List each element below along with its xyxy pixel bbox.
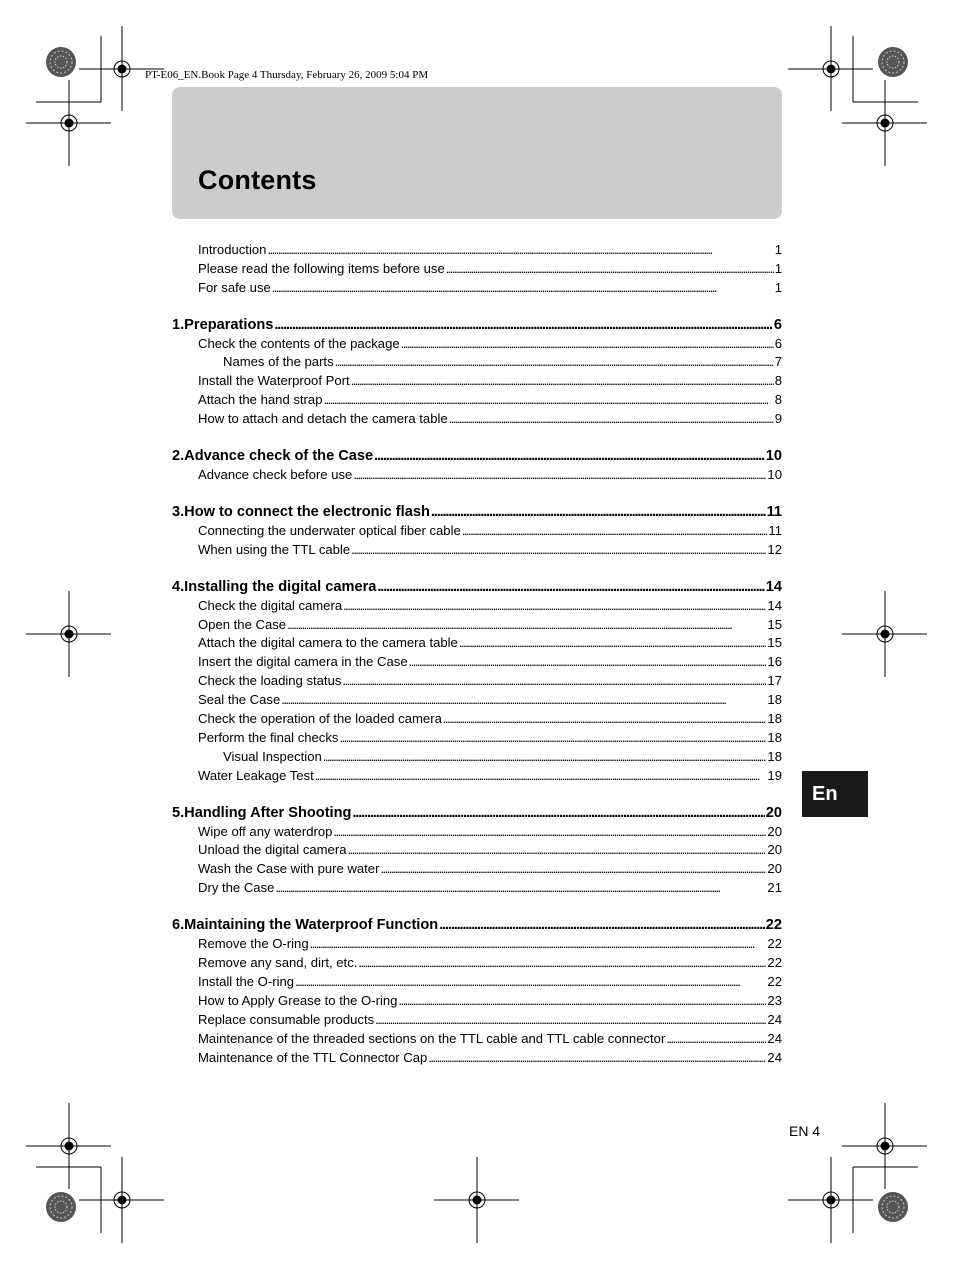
toc-entry[interactable] [172,765,782,784]
toc-chapter[interactable] [172,799,782,821]
toc-page-number: 24 [767,1011,782,1027]
toc-entry[interactable] [172,277,782,296]
toc-entry-label: How to attach and detach the camera table [198,411,448,427]
dot-leader [374,448,765,464]
toc-page-number: 1 [774,241,782,257]
toc-entry[interactable] [172,614,782,633]
crosshair-target-icon [79,1157,164,1243]
dot-leader [335,354,774,370]
toc-entry[interactable] [172,595,782,614]
toc-entry-label: Remove any sand, dirt, etc. [198,955,358,971]
toc-entry-label: When using the TTL cable [198,541,351,557]
toc-entry-label: Attach the hand strap [198,392,323,408]
toc-entry[interactable] [172,464,782,483]
toc-entry-label: Attach the digital camera to the camera table [198,635,458,651]
toc-entry-label: Please read the following items before use [198,260,445,276]
toc-entry-label: Advance check before use [198,467,353,483]
toc-page-number: 8 [774,392,782,408]
toc-page-number: 18 [767,748,782,764]
toc-entry-label: Seal the Case [198,692,281,708]
toc-page-number: 12 [767,541,782,557]
toc-entry-label: 5.Handling After Shooting [172,804,352,821]
toc-chapter[interactable] [172,498,782,520]
toc-page-number: 15 [767,616,782,632]
dot-leader [295,974,766,990]
section-gap [172,296,782,311]
toc-entry[interactable] [172,689,782,708]
toc-entry-label: How to Apply Grease to the O-ring [198,992,398,1008]
toc-entry[interactable] [172,971,782,990]
toc-entry-label: Install the Waterproof Port [198,373,350,389]
toc-page-number: 11 [768,522,782,538]
toc-page-number: 19 [767,767,782,783]
dot-leader [347,842,766,858]
toc-entry[interactable] [172,651,782,670]
toc-page-number: 10 [767,467,782,483]
toc-entry[interactable] [172,258,782,277]
toc-entry[interactable] [172,239,782,258]
dot-leader [380,861,766,877]
dot-leader [323,392,773,408]
dot-leader [409,654,767,670]
toc-page-number: 6 [773,316,782,333]
toc-chapter[interactable] [172,573,782,595]
toc-page-number: 14 [767,597,782,613]
title-banner [172,87,782,219]
dot-leader [323,749,767,765]
toc-entry-label: Check the loading status [198,673,342,689]
toc-page-number: 11 [766,504,782,521]
dot-leader [274,317,772,333]
toc-page-number: 22 [765,917,782,934]
toc-entry-label: Connecting the underwater optical fiber cable [198,522,461,538]
toc-page-number: 9 [774,411,782,427]
dot-leader [275,880,766,896]
toc-page-number: 17 [767,673,782,689]
toc-entry-label: Remove the O-ring [198,936,309,952]
toc-entry[interactable] [172,539,782,558]
rosette-mark-icon [878,1192,908,1222]
toc-entry-label: 1.Preparations [172,316,274,333]
toc-page-number: 21 [767,880,782,896]
crosshair-target-icon [842,80,927,166]
dot-leader [333,824,766,840]
toc-entry[interactable] [172,370,782,389]
dot-leader [398,993,766,1009]
toc-page-number: 24 [767,1049,782,1065]
crosshair-target-icon [26,591,111,677]
rosette-mark-icon [878,47,908,77]
dot-leader [446,261,774,277]
toc-page-number: 8 [774,373,782,389]
toc-entry-label: For safe use [198,279,271,295]
dot-leader [272,280,774,296]
toc-entry-label: 2.Advance check of the Case [172,448,374,465]
toc-entry[interactable] [172,352,782,371]
crosshair-target-icon [26,80,111,166]
dot-leader [339,730,766,746]
toc-entry-label: Wipe off any waterdrop [198,823,333,839]
toc-entry[interactable] [172,1009,782,1028]
toc-entry[interactable] [172,952,782,971]
dot-leader [462,523,768,539]
toc-page-number: 10 [765,448,782,465]
toc-entry[interactable] [172,877,782,896]
toc-page-number: 22 [767,936,782,952]
toc-page-number: 6 [774,335,782,351]
crosshair-target-icon [842,1103,927,1189]
toc-entry-label: Perform the final checks [198,729,339,745]
toc-entry-label: Visual Inspection [223,748,322,764]
toc-entry[interactable] [172,933,782,952]
table-of-contents [172,239,782,1066]
dot-leader [315,768,767,784]
toc-entry[interactable] [172,408,782,427]
toc-entry-label: Check the contents of the package [198,335,400,351]
toc-entry[interactable] [172,821,782,840]
dot-leader [443,711,767,727]
toc-page-number: 20 [767,861,782,877]
toc-entry-label: Check the digital camera [198,597,343,613]
toc-page-number: 1 [774,279,782,295]
dot-leader [287,617,766,633]
dot-leader [267,242,773,258]
toc-page-number: 1 [774,260,782,276]
toc-entry[interactable] [172,333,782,352]
toc-entry-label: Open the Case [198,616,287,632]
toc-page-number: 22 [767,955,782,971]
toc-page-number: 18 [767,729,782,745]
toc-entry-label: Maintenance of the threaded sections on the TTL cable and TTL cable connector [198,1030,666,1046]
toc-entry-label: Wash the Case with pure water [198,861,380,877]
toc-page-number: 22 [767,973,782,989]
toc-entry[interactable] [172,670,782,689]
dot-leader [343,598,766,614]
toc-entry[interactable] [172,389,782,408]
crosshair-target-icon [842,591,927,677]
toc-page-number: 24 [767,1030,782,1046]
dot-leader [431,504,766,520]
dot-leader [428,1050,766,1066]
toc-entry-label: 4.Installing the digital camera [172,578,377,595]
rosette-mark-icon [46,47,76,77]
toc-entry[interactable] [172,746,782,765]
toc-page-number: 7 [774,354,782,370]
toc-page-number: 14 [765,578,782,595]
rosette-mark-icon [46,1192,76,1222]
section-gap [172,784,782,799]
dot-leader [401,336,774,352]
toc-page-number: 18 [767,692,782,708]
toc-page-number: 20 [767,823,782,839]
toc-entry-label: Introduction [198,241,267,257]
toc-chapter[interactable] [172,911,782,933]
toc-page-number: 23 [767,992,782,1008]
toc-entry[interactable] [172,727,782,746]
section-gap [172,896,782,911]
dot-leader [449,411,774,427]
page-title: Contents [198,165,317,195]
toc-entry[interactable] [172,858,782,877]
toc-entry-label: Insert the digital camera in the Case [198,654,408,670]
toc-page-number: 15 [767,635,782,651]
toc-entry[interactable] [172,1028,782,1047]
section-gap [172,427,782,442]
toc-entry[interactable] [172,1047,782,1066]
crosshair-target-icon [434,1157,519,1243]
toc-entry-label: Install the O-ring [198,973,295,989]
toc-entry-label: 6.Maintaining the Waterproof Function [172,917,439,934]
toc-chapter[interactable] [172,442,782,464]
toc-page-number: 18 [767,711,782,727]
dot-leader [375,1012,766,1028]
dot-leader [358,955,766,971]
toc-entry-label: Unload the digital camera [198,842,347,858]
dot-leader [351,373,774,389]
page-number: EN 4 [789,1123,821,1139]
crosshair-target-icon [788,1157,873,1243]
dot-leader [353,467,766,483]
toc-page-number: 16 [767,654,782,670]
toc-entry-label: Replace consumable products [198,1011,375,1027]
language-tab: En [802,771,868,817]
dot-leader [281,692,766,708]
toc-entry[interactable] [172,520,782,539]
toc-chapter[interactable] [172,311,782,333]
crosshair-target-icon [26,1103,111,1189]
dot-leader [342,673,766,689]
toc-entry[interactable] [172,633,782,652]
dot-leader [310,936,767,952]
section-gap [172,558,782,573]
crosshair-target-icon [788,26,873,111]
toc-entry-label: Dry the Case [198,880,275,896]
toc-entry[interactable] [172,708,782,727]
toc-entry-label: Maintenance of the TTL Connector Cap [198,1049,428,1065]
toc-entry[interactable] [172,990,782,1009]
section-gap [172,483,782,498]
toc-entry-label: Water Leakage Test [198,767,314,783]
dot-leader [351,542,766,558]
toc-page-number: 20 [765,804,782,821]
dot-leader [666,1031,766,1047]
toc-entry-label: Check the operation of the loaded camera [198,711,442,727]
dot-leader [377,579,764,595]
dot-leader [439,917,765,933]
file-header-line: PT-E06_EN.Book Page 4 Thursday, February 26, 2009 5:04 PM [145,69,429,81]
dot-leader [459,635,767,651]
toc-page-number: 20 [767,842,782,858]
toc-entry-label: 3.How to connect the electronic flash [172,504,430,521]
toc-entry-label: Names of the parts [223,354,334,370]
toc-entry[interactable] [172,840,782,859]
dot-leader [352,805,764,821]
